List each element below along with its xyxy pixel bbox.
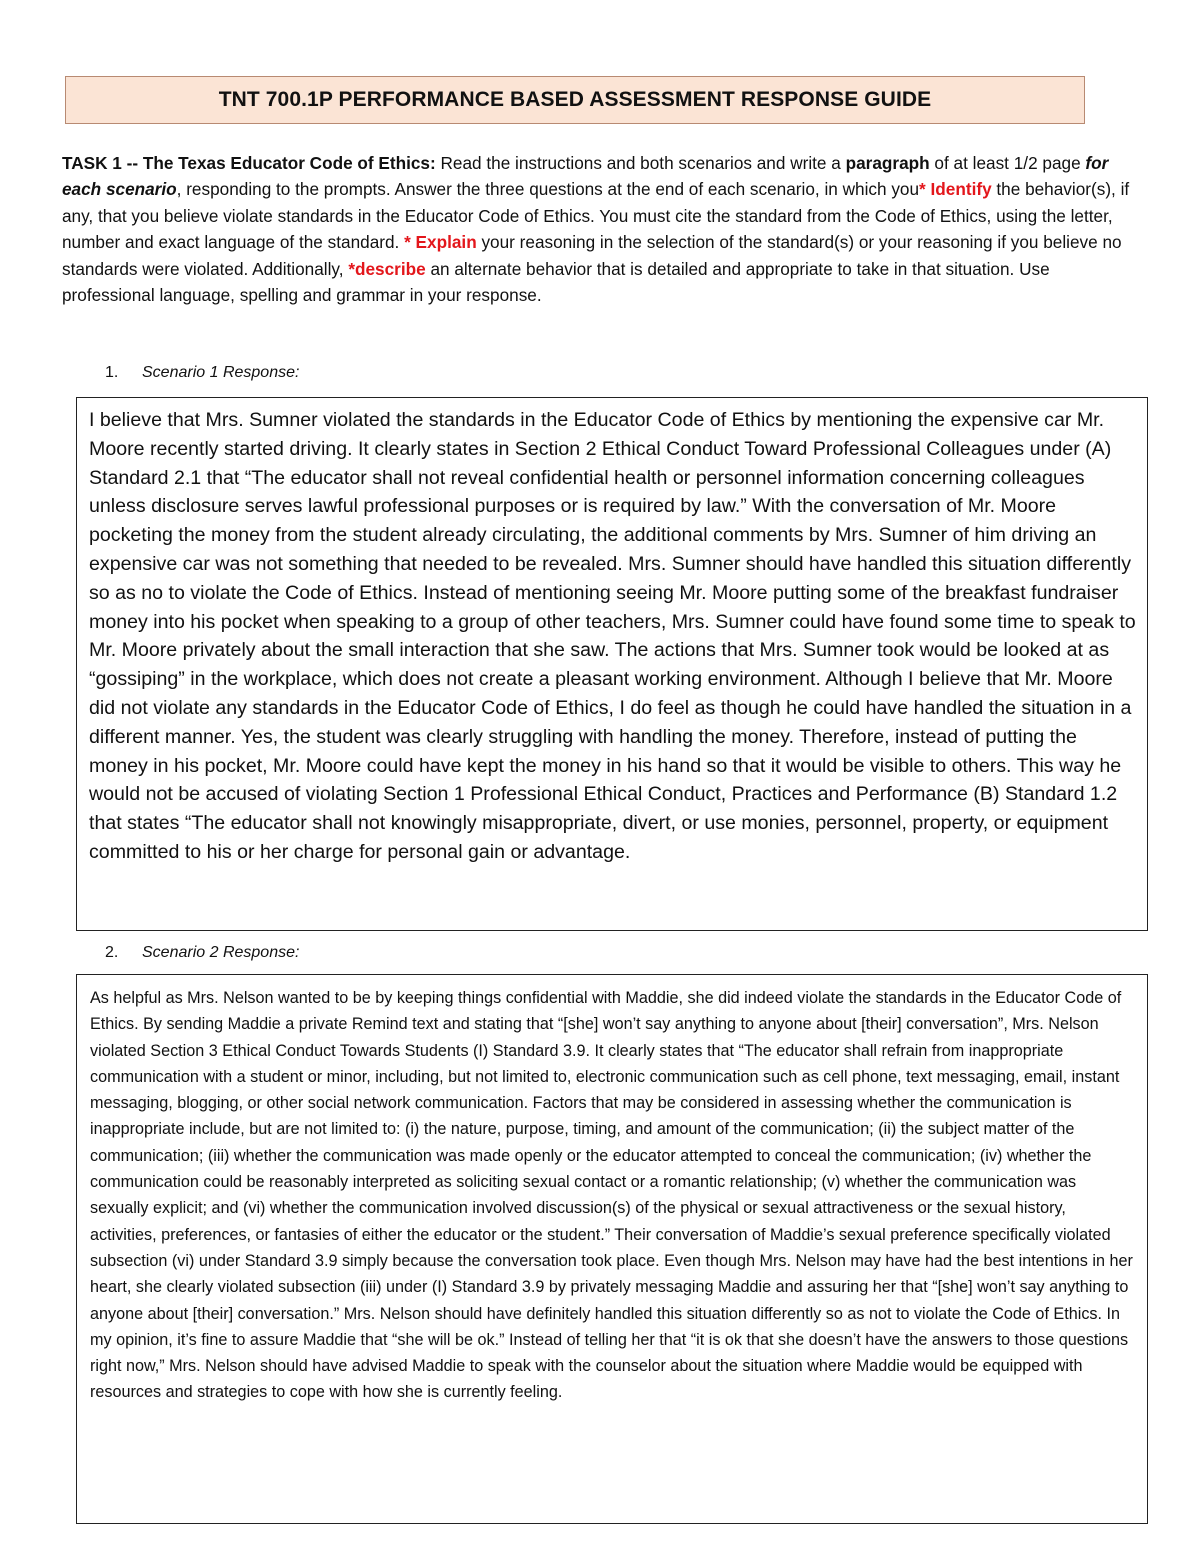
each-scenario-keyword: for each scenario [62, 153, 1109, 200]
scenario-2-response-box [76, 974, 1148, 1524]
scenario-2-response-text: As helpful as Mrs. Nelson wanted to be by keeping things confidential with Maddie, she did indeed violate the standards in the Educator Code of Ethics. By sending Maddie a private Remind text and stating that “[she] won’t say anything to anyone about [their] conversation”, Mrs. Nelson violated Section 3 Ethical Conduct Towards Students (I) Standard 3.9. It clearly states that “The educator shall refrain from inappropriate communication with a student or minor, including, but not limited to, electronic communication such as cell phone, text messaging, email, instant messaging, blogging, or other social network communication. Factors that may be considered in assessing whether the communication is inappropriate include, but are not limited to: (i) the nature, purpose, timing, and amount of the communication; (ii) the subject matter of the communication; (iii) whether the communication was made openly or the educator attempted to conceal the communication; (iv) whether the communication could be reasonably interpreted as soliciting sexual contact or a romantic relationship; (v) whether the communication was sexually explicit; and (vi) whether the communication involved discussion(s) of the physical or sexual attractiveness or the sexual history, activities, preferences, or fantasies of either the educator or the student.” Their conversation of Maddie’s sexual preference specifically violated subsection (vi) under Standard 3.9 simply because the conversation took place. Even though Mrs. Nelson may have had the best intentions in her heart, she clearly violated subsection (iii) under (I) Standard 3.9 by privately messaging Maddie and assuring her that “[she] won’t say anything to anyone about [their] conversation.” Mrs. Nelson should have definitely handled this situation differently so as not to violate the Code of Ethics. In my opinion, it’s fine to assure Maddie that “she will be ok.” Instead of telling her that “it is ok that she doesn’t have the answers to those questions right now,” Mrs. Nelson should have advised Maddie to speak with the counselor about the situation where Maddie would be equipped with resources and strategies to cope with how she is currently feeling. [90, 989, 1133, 1402]
instructions-text-5: your reasoning in the selection of the standard(s) or your reasoning if you believe no standards were violated. Additionally, [62, 232, 1122, 279]
scenario-1-number: 1. [105, 364, 119, 381]
scenario-1-label [105, 364, 299, 382]
explain-keyword: * Explain [404, 232, 477, 253]
task-label: TASK 1 -- The Texas Educator Code of Ethics: [62, 153, 436, 173]
scenario-1-label-text: Scenario 1 Response: [142, 364, 300, 381]
document-title-box [65, 76, 1085, 124]
scenario-2-number: 2. [105, 944, 119, 961]
document-title: TNT 700.1P PERFORMANCE BASED ASSESSMENT RESPONSE GUIDE [218, 88, 932, 111]
task-instructions [62, 150, 1142, 308]
instructions-text-6: an alternate behavior that is detailed and appropriate to take in that situation. Use professional language, spelling and grammar in your response. [62, 258, 1050, 306]
describe-keyword: *describe [348, 258, 426, 279]
identify-keyword: * Identify [919, 179, 992, 200]
scenario-2-label-text: Scenario 2 Response: [142, 944, 300, 961]
paragraph-keyword: paragraph [845, 153, 930, 173]
scenario-1-response-box [76, 397, 1148, 931]
instructions-text-1: Read the instructions and both scenarios and write a [435, 153, 846, 173]
instructions-text-2: of at least 1/2 page [929, 153, 1086, 173]
instructions-text-3: , responding to the prompts. Answer the three questions at the end of each scenario, in which you [176, 179, 920, 200]
scenario-1-response-text: I believe that Mrs. Sumner violated the standards in the Educator Code of Ethics by mentioning the expensive car Mr. Moore recently started driving. It clearly states in Section 2 Ethical Conduct Toward Professional Colleagues under (A) Standard 2.1 that “The educator shall not reveal confidential health or personnel information concerning colleagues unless disclosure serves lawful professional purposes or is required by law.” With the conversation of Mr. Moore pocketing the money from the student already circulating, the additional comments by Mrs. Sumner of him driving an expensive car was not something that needed to be revealed. Mrs. Sumner should have handled this situation differently so as no to violate the Code of Ethics. Instead of mentioning seeing Mr. Moore putting some of the breakfast fundraiser money into his pocket when speaking to a group of other teachers, Mrs. Sumner could have found some time to speak to Mr. Moore privately about the small interaction that she saw. The actions that Mrs. Sumner took would be looked at as “gossiping” in the workplace, which does not create a pleasant working environment. Although I believe that Mr. Moore did not violate any standards in the Educator Code of Ethics, I do feel as though he could have handled the situation in a different manner. Yes, the student was clearly struggling with handling the money. Therefore, instead of putting the money in his pocket, Mr. Moore could have kept the money in his hand so that it would be visible to others. This way he would not be accused of violating Section 1 Professional Ethical Conduct, Practices and Performance (B) Standard 1.2 that states “The educator shall not knowingly misappropriate, divert, or use monies, personnel, property, or equipment committed to his or her charge for personal gain or advantage. [89, 409, 1136, 863]
instructions-text-4: the behavior(s), if any, that you believe violate standards in the Educator Code of Ethics. You must cite the standard from the Code of Ethics, using the letter, number and exact language of the standard. [62, 179, 1130, 253]
scenario-2-label [105, 944, 299, 962]
